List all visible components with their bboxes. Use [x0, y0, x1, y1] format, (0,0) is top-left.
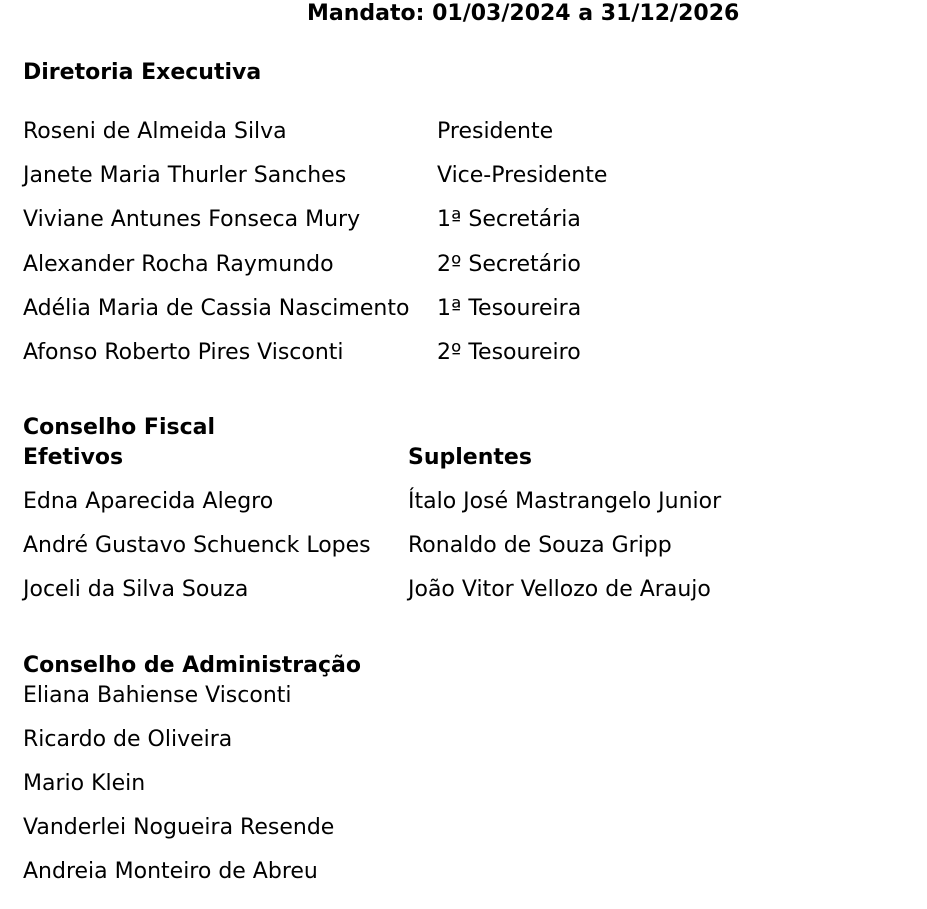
executive-member-role: Presidente — [437, 119, 554, 144]
administration-member: Ricardo de Oliveira — [23, 727, 233, 752]
executive-member-name: Afonso Roberto Pires Visconti — [23, 340, 344, 365]
fiscal-effective-member: Joceli da Silva Souza — [23, 577, 249, 602]
fiscal-substitutes-heading: Suplentes — [408, 445, 532, 470]
fiscal-substitute-member: Ronaldo de Souza Gripp — [408, 533, 672, 558]
executive-member-name: Janete Maria Thurler Sanches — [23, 163, 347, 188]
administration-member: Eliana Bahiense Visconti — [23, 683, 292, 708]
mandate-title: Mandato: 01/03/2024 a 31/12/2026 — [307, 1, 740, 26]
fiscal-effective-member: André Gustavo Schuenck Lopes — [23, 533, 371, 558]
executive-member-role: 1ª Tesoureira — [437, 296, 582, 321]
executive-member-name: Viviane Antunes Fonseca Mury — [23, 207, 361, 232]
administration-heading: Conselho de Administração — [23, 653, 361, 678]
fiscal-effective-heading: Efetivos — [23, 445, 124, 470]
executive-member-role: Vice-Presidente — [437, 163, 608, 188]
executive-heading: Diretoria Executiva — [23, 60, 262, 85]
executive-member-name: Roseni de Almeida Silva — [23, 119, 287, 144]
administration-member: Andreia Monteiro de Abreu — [23, 859, 318, 884]
fiscal-substitute-member: João Vitor Vellozo de Araujo — [408, 577, 711, 602]
executive-member-name: Alexander Rocha Raymundo — [23, 252, 334, 277]
executive-member-role: 2º Tesoureiro — [437, 340, 581, 365]
fiscal-heading: Conselho Fiscal — [23, 415, 216, 440]
administration-member: Vanderlei Nogueira Resende — [23, 815, 335, 840]
executive-member-name: Adélia Maria de Cassia Nascimento — [23, 296, 410, 321]
fiscal-substitute-member: Ítalo José Mastrangelo Junior — [408, 489, 722, 514]
administration-member: Mario Klein — [23, 771, 146, 796]
executive-member-role: 2º Secretário — [437, 252, 581, 277]
fiscal-effective-member: Edna Aparecida Alegro — [23, 489, 274, 514]
executive-member-role: 1ª Secretária — [437, 207, 581, 232]
